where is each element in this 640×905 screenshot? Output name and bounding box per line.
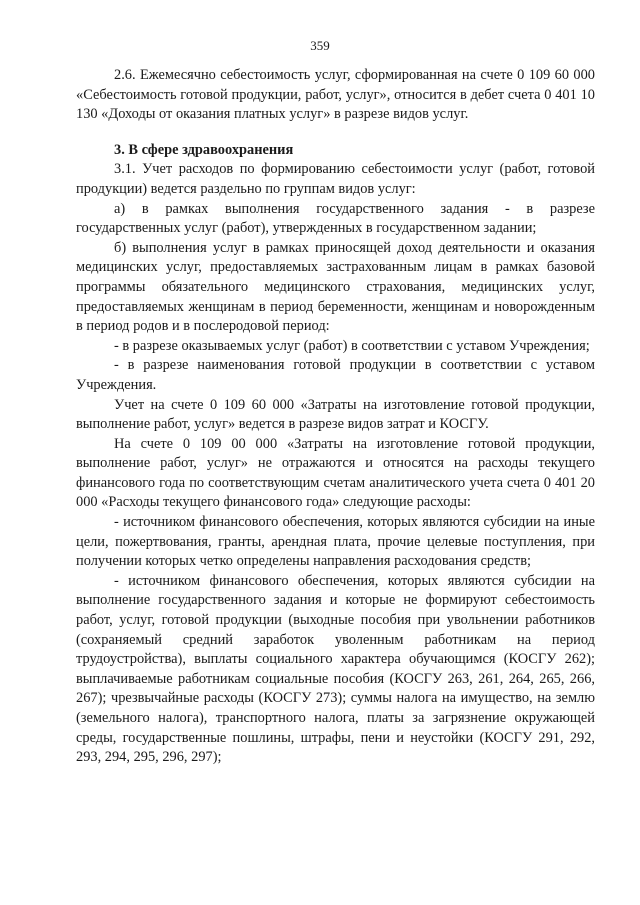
section-heading-3: 3. В сфере здравоохранения: [114, 141, 294, 158]
paragraph-dash-services: - в разрезе оказываемых услуг (работ) в соответствии с уставом Учреждения;: [114, 337, 590, 354]
page-number: 359: [310, 38, 330, 53]
paragraph-2-6: 2.6. Ежемесячно себестоимость услуг, сформированная на счете 0 109 60 000 «Себестоимость готовой продукции, работ, услуг», относится в дебет счета 0 401 10 130 «Доходы от оказания платных услуг» в разрезе видов услуг.: [76, 67, 595, 123]
document-body: [76, 66, 595, 768]
paragraph-item-b: б) выполнения услуг в рамках приносящей доход деятельности и оказания медицинских услуг, предоставляемых застрахованным лицам в рамках базовой программы обязательного медицинского страхования, медицинских услуг, предоставляемых женщинам в период беременности, женщинам и новорожденным в период родов и в послеродовой период:: [76, 239, 595, 335]
paragraph-dash-subsidies-other: - источником финансового обеспечения, которых являются субсидии на иные цели, пожертвования, гранты, арендная плата, прочие целевые поступления, при получении которых четко определены направления расходования средств;: [76, 514, 595, 570]
paragraph-3-1: 3.1. Учет расходов по формированию себестоимости услуг (работ, готовой продукции) ведется раздельно по группам видов услуг:: [76, 161, 595, 197]
paragraph-account-109-00: На счете 0 109 00 000 «Затраты на изготовление готовой продукции, выполнение работ, услуг» не отражаются и относятся на расходы текущего финансового года по соответствующим счетам аналитического учета счета 0 401 20 000 «Расходы текущего финансового года» следующие расходы:: [76, 435, 595, 511]
paragraph-dash-products: - в разрезе наименования готовой продукции в соответствии с уставом Учреждения.: [76, 357, 595, 393]
paragraph-dash-subsidies-state-task: - источником финансового обеспечения, которых являются субсидии на выполнение государственного задания и которые не формируют себестоимость работ, услуг, готовой продукции (выходные пособия при увольнении работников (сохраняемый средний заработок уволенным работникам на период трудоустройства), выплаты социального характера обучающимся (КОСГУ 262); выплачиваемые работникам социальные пособия (КОСГУ 263, 261, 264, 265, 266, 267); чрезвычайные расходы (КОСГУ 273); суммы налога на имущество, на землю (земельного налога), транспортного налога, платы за загрязнение окружающей среды, государственные пошлины, штрафы, пени и неустойки (КОСГУ 291, 292, 293, 294, 295, 296, 297);: [76, 572, 595, 766]
paragraph-item-a: а) в рамках выполнения государственного задания - в разрезе государственных услуг (работ), утвержденных в государственном задании;: [76, 200, 595, 237]
paragraph-account-109-60: Учет на счете 0 109 60 000 «Затраты на изготовление готовой продукции, выполнение работ, услуг» ведется в разрезе видов затрат и КОСГУ.: [76, 396, 595, 433]
